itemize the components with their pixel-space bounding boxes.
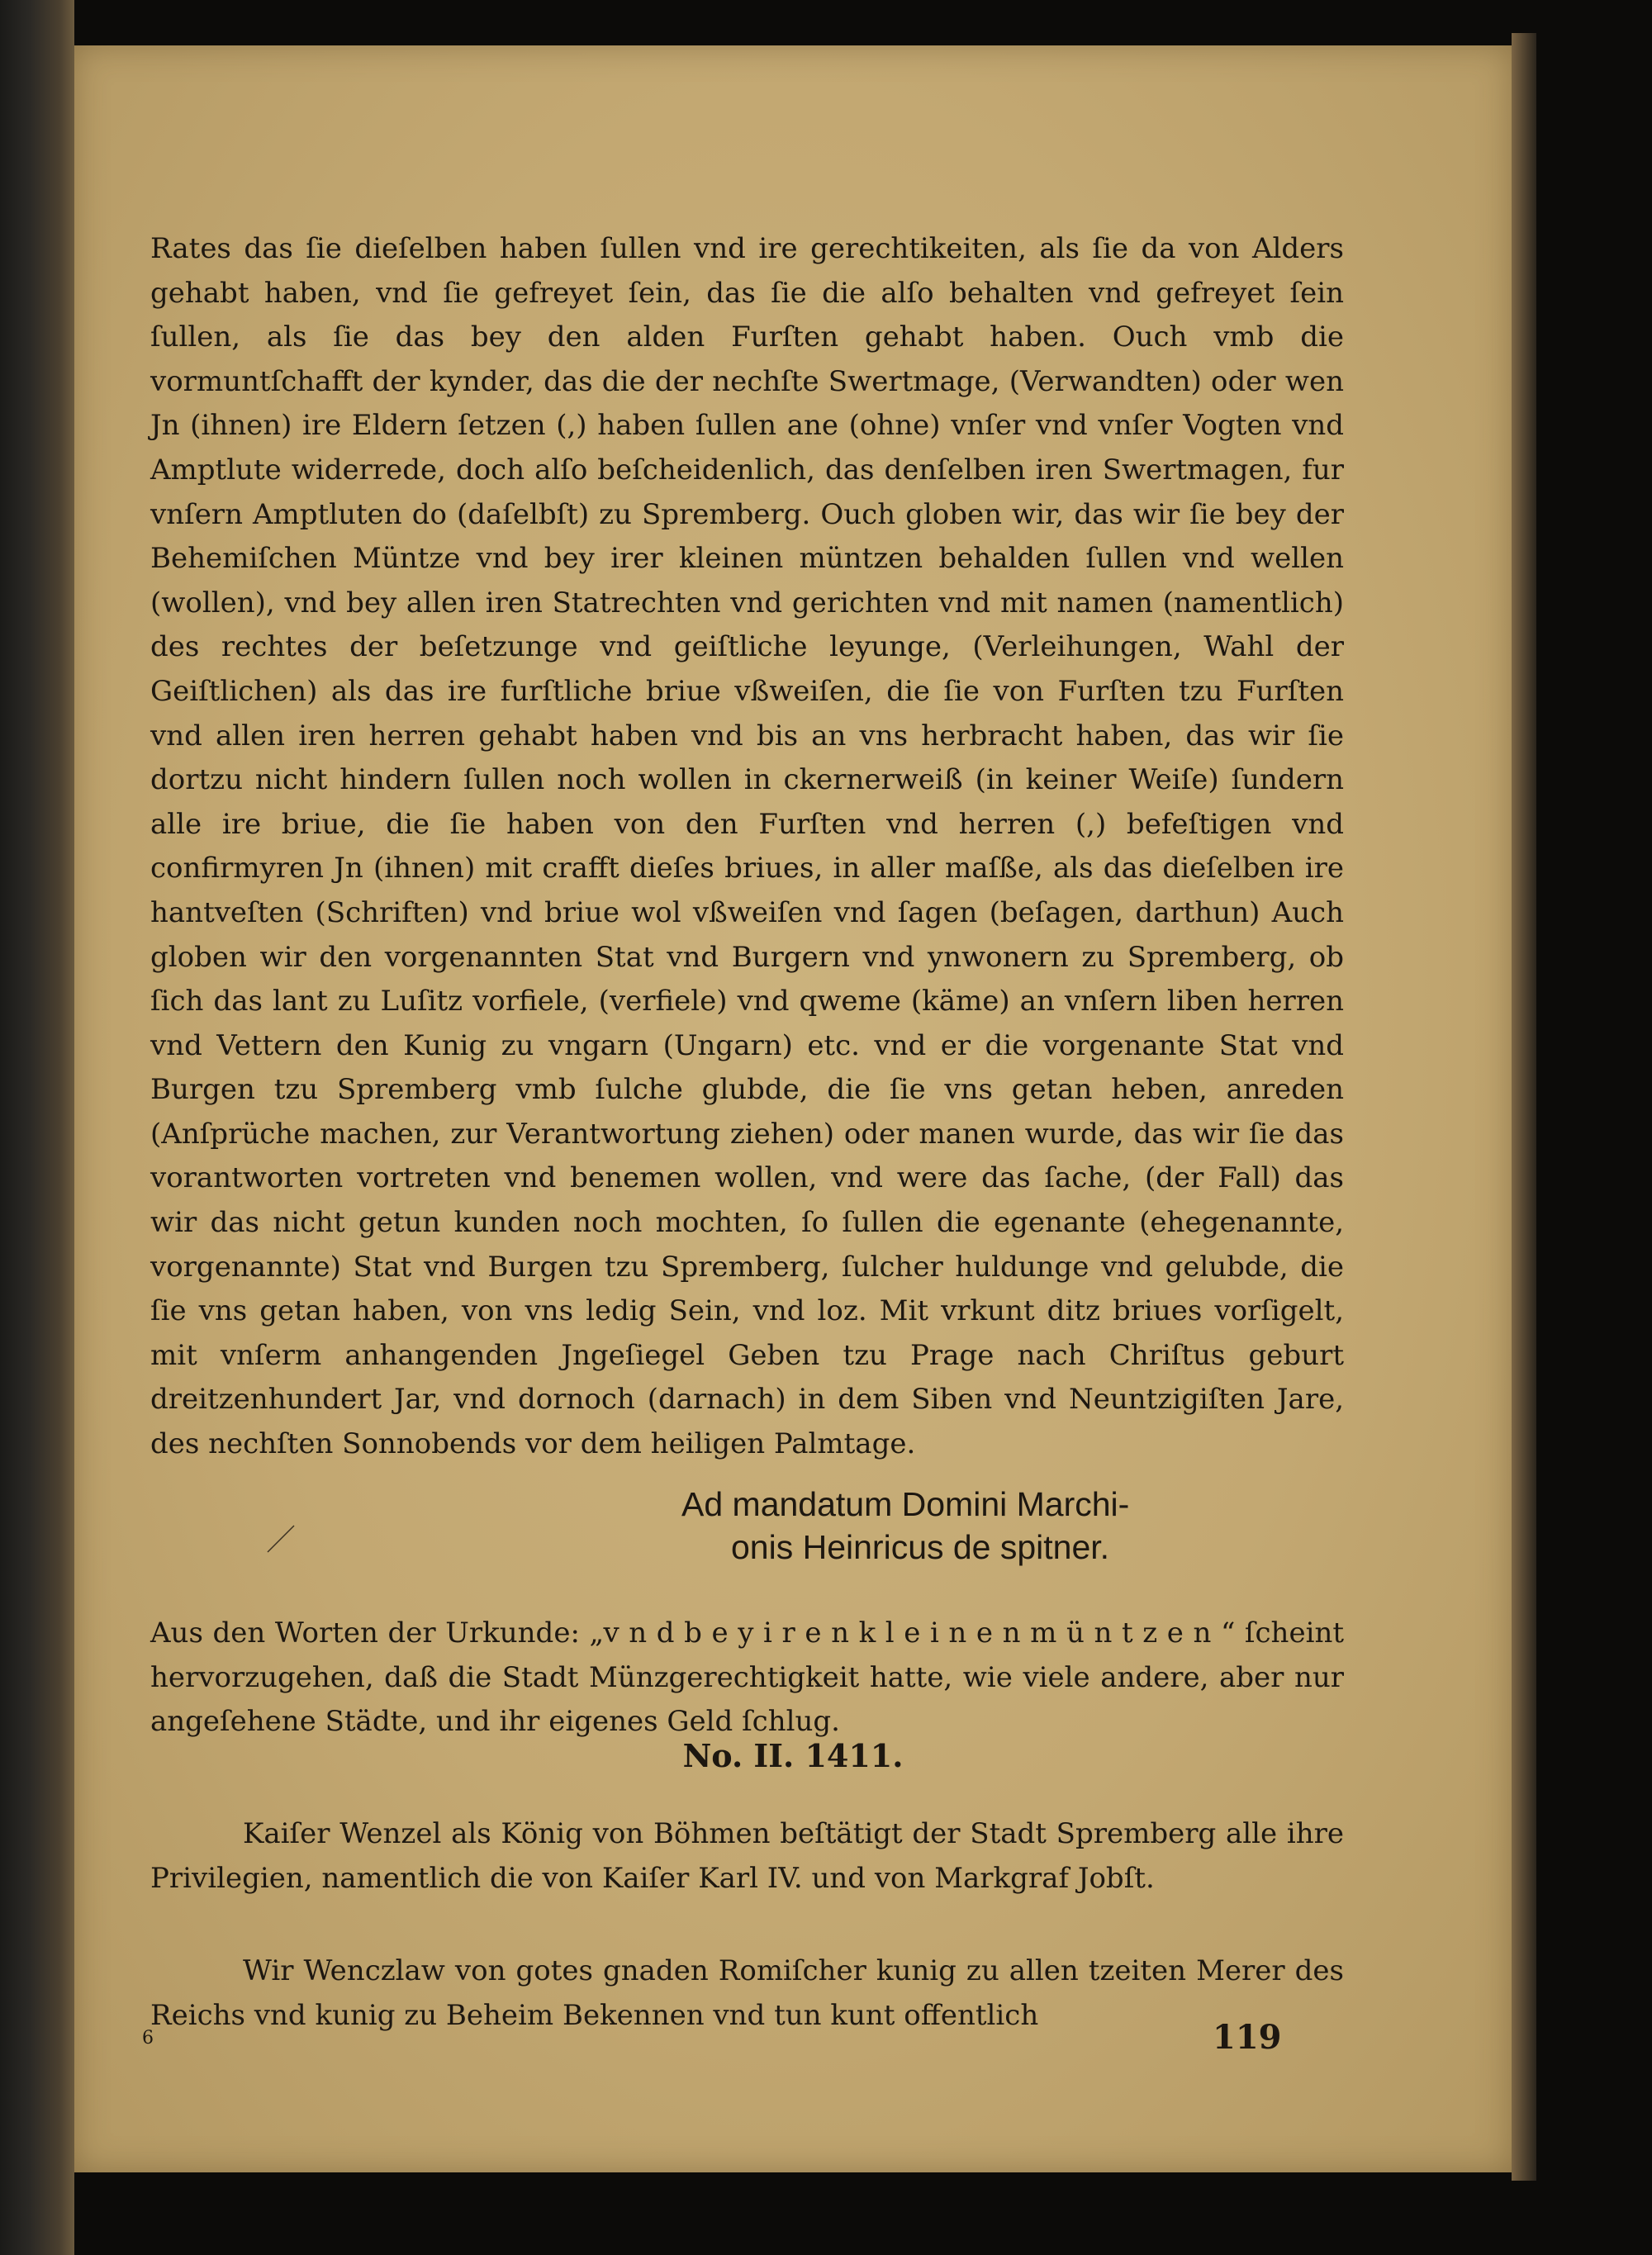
subscription-note [681, 1483, 1260, 1569]
charter-text-paragraph: Rates das ſie dieſelben haben ſullen vnd ire gerechtikeiten, als ſie da von Alders gehabt haben, vnd ſie gefreyet ſein, das ſie die alſo behalten vnd gefreyet ſein ſullen, als ſie das bey den alden Furſten gehabt haben. Ouch vmb die vormuntſchafft der kynder, das die der nechſte Swertmage, (Verwandten) oder wen Jn (ihnen) ire Eldern ſetzen (,) haben ſullen ane (ohne) vnſer vnd vnſer Vogten vnd Amptlute widerrede, doch alſo beſcheidenlich, das denſelben iren Swertmagen, fur vnſern Amptluten do (daſelbſt) zu Spremberg. Ouch globen wir, das wir ſie bey der Behemiſchen Müntze vnd bey irer kleinen müntzen behalden ſullen vnd wellen (wollen), vnd bey allen iren Statrechten vnd gerichten vnd mit namen (namentlich) des rechtes der beſetzunge vnd geiſtliche leyunge, (Verleihungen, Wahl der Geiſtlichen) als das ire furſtliche briue vßweiſen, die ſie von Furſten tzu Furſten vnd allen iren herren gehabt haben vnd bis an vns herbracht haben, das wir ſie dortzu nicht hindern ſullen noch wollen in ckernerweiß (in keiner Weiſe) ſundern alle ire briue, die ſie haben von den Furſten vnd herren (,) befeſtigen vnd confirmyren Jn (ihnen) mit crafft dieſes briues, in aller maſße, als das dieſelben ire hantveſten (Schriften) vnd briue wol vßweiſen vnd ſagen (beſagen, darthun) Auch globen wir den vorgenannten Stat vnd Burgern vnd ynwonern zu Spremberg, ob ſich das lant zu Luſitz vorfiele, (verfiele) vnd qweme (käme) an vnſern liben herren vnd Vettern den Kunig zu vngarn (Ungarn) etc. vnd er die vorgenante Stat vnd Burgen tzu Spremberg vmb ſulche glubde, die ſie vns getan heben, anreden (Anſprüche machen, zur Verantwortung ziehen) oder manen wurde, das wir ſie das vorantworten vortreten vnd benemen wollen, vnd were das ſache, (der Fall) das wir das nicht getun kunden noch mochten, ſo ſullen die egenante (ehegenannte, vorgenannte) Stat vnd Burgen tzu Spremberg, ſulcher huldunge vnd gelubde, die ſie vns getan haben, von vns ledig Sein, vnd loz. Mit vrkunt ditz briues vorſigelt, mit vnſerm anhangenden Jngeſiegel Geben tzu Prage nach Chriſtus geburt dreitzenhundert Jar, vnd dornoch (darnach) in dem Siben vnd Neuntzigiſten Jare, des nechſten Sonnobends vor dem heiligen Palmtage. [150, 232, 1344, 1461]
charter-start-paragraph: Wir Wenczlaw von gotes gnaden Romiſcher kunig zu allen tzeiten Merer des Reichs vnd kunig zu Beheim Bekennen vnd tun kunt offentlich [150, 1954, 1344, 2032]
summary-paragraph: Kaiſer Wenzel als König von Böhmen beſtätigt der Stadt Spremberg alle ihre Privilegien, namentlich die von Kaiſer Karl IV. und von Markgraf Jobſt. [150, 1817, 1344, 1895]
document-heading: No. II. 1411. [682, 1737, 904, 1774]
subscription-line-1: Ad mandatum Domini Marchi- [681, 1485, 1130, 1523]
main-text-block [150, 227, 1344, 1467]
page-number: 119 [1213, 2018, 1282, 2057]
book-binding [0, 0, 74, 2255]
book-page [74, 45, 1512, 2172]
editor-note-paragraph: Aus den Worten der Urkunde: „v n d b e y i r e n k l e i n e n m ü n t z e n “ ſcheint hervorzugehen, daß die Stadt Münzgerechtigkeit hatte, wie viele andere, aber nur angeſehene Städte, und ihr eigenes Geld ſchlug. [150, 1616, 1344, 1739]
signature-mark: 6 [142, 2028, 154, 2048]
subscription-line-2: onis Heinricus de spitner. [731, 1528, 1110, 1566]
page-edge [1512, 33, 1536, 2181]
pencil-mark-icon [264, 1524, 297, 1554]
